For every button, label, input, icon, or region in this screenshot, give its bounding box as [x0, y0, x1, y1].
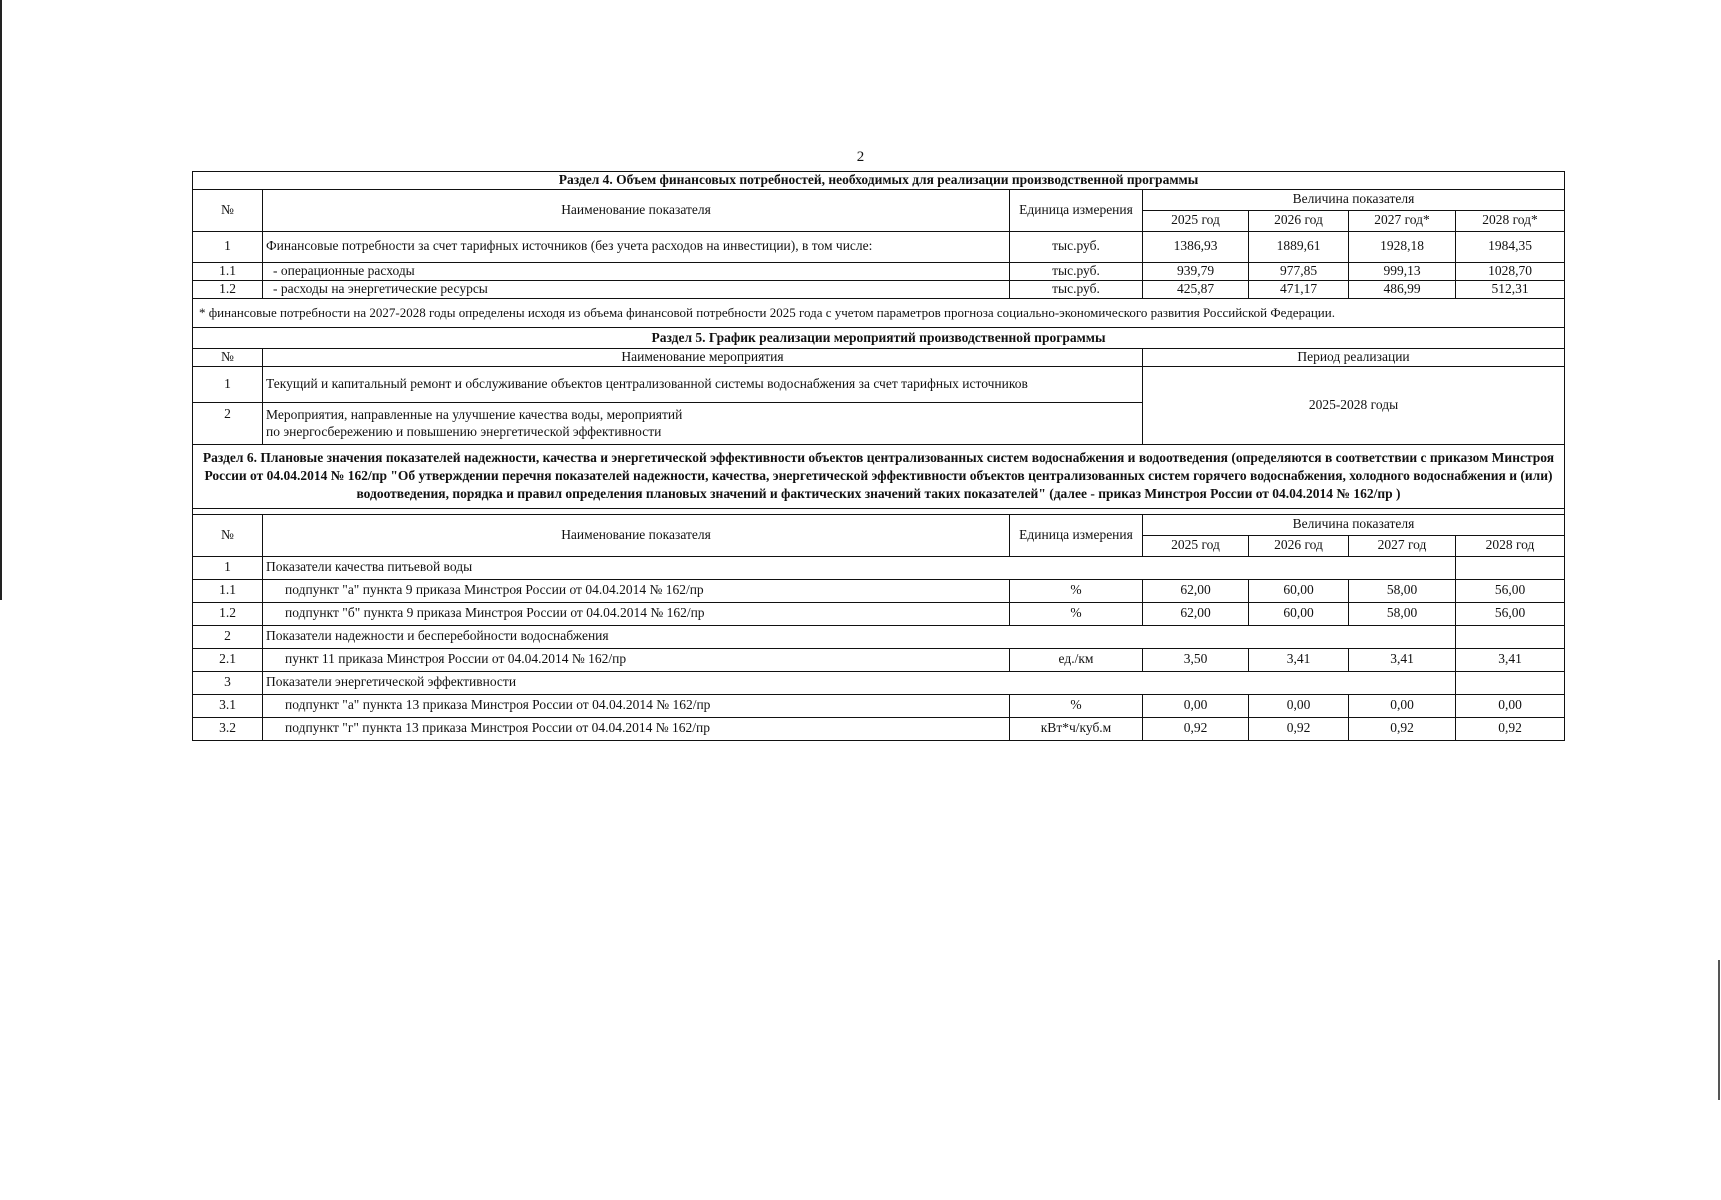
- group-row: [193, 556, 1565, 579]
- row-name-line: по энергосбережению и повышению энергетической эффективности: [266, 423, 662, 439]
- s4-year-2026: 2026 год: [1249, 210, 1349, 231]
- group-num: 2: [193, 625, 263, 648]
- row-name: Текущий и капитальный ремонт и обслуживание объектов централизованной системы водоснабжения за счет тарифных источников: [263, 367, 1143, 403]
- row-value: 0,92: [1349, 717, 1456, 740]
- scan-edge-left: [0, 0, 2, 600]
- group-name: Показатели качества питьевой воды: [263, 556, 1456, 579]
- row-name: пункт 11 приказа Минстроя России от 04.04.2014 № 162/пр: [263, 648, 1010, 671]
- s4-col-value: Величина показателя: [1143, 189, 1565, 210]
- row-unit: кВт*ч/куб.м: [1010, 717, 1143, 740]
- s6-year-2025: 2025 год: [1143, 535, 1249, 556]
- row-num: 1: [193, 367, 263, 403]
- row-value: 3,41: [1249, 648, 1349, 671]
- group-name: Показатели энергетической эффективности: [263, 671, 1456, 694]
- s4-year-2028: 2028 год*: [1456, 210, 1565, 231]
- row-value: 486,99: [1349, 280, 1456, 298]
- row-num: 1.1: [193, 579, 263, 602]
- s5-col-name: Наименование мероприятия: [263, 349, 1143, 367]
- section4-title: Раздел 4. Объем финансовых потребностей, необходимых для реализации производственной программы: [193, 172, 1565, 190]
- row-value: 58,00: [1349, 579, 1456, 602]
- row-value: 1928,18: [1349, 231, 1456, 262]
- row-unit: %: [1010, 579, 1143, 602]
- row-value: 1984,35: [1456, 231, 1565, 262]
- table-row: [193, 579, 1565, 602]
- row-name: - расходы на энергетические ресурсы: [263, 280, 1010, 298]
- scan-edge-right: [1718, 960, 1720, 1100]
- row-value: 999,13: [1349, 262, 1456, 280]
- row-value: 3,41: [1456, 648, 1565, 671]
- row-name: [263, 403, 1143, 445]
- s6-col-name: Наименование показателя: [263, 514, 1010, 556]
- row-value: 512,31: [1456, 280, 1565, 298]
- s5-period-value: 2025-2028 годы: [1143, 367, 1565, 445]
- row-num: 2: [193, 403, 263, 445]
- empty-cell: [1456, 625, 1565, 648]
- section4-footnote: * финансовые потребности на 2027-2028 годы определены исходя из объема финансовой потребности 2025 года с учетом параметров прогноза социально-экономического развития Российской Федерации.: [193, 298, 1565, 327]
- row-num: 3.1: [193, 694, 263, 717]
- row-num: 1.2: [193, 602, 263, 625]
- row-value: 1028,70: [1456, 262, 1565, 280]
- row-name: подпункт "б" пункта 9 приказа Минстроя России от 04.04.2014 № 162/пр: [263, 602, 1010, 625]
- row-value: 62,00: [1143, 602, 1249, 625]
- empty-cell: [1456, 556, 1565, 579]
- row-unit: тыс.руб.: [1010, 280, 1143, 298]
- s4-col-num: №: [193, 189, 263, 231]
- row-unit: %: [1010, 694, 1143, 717]
- row-value: 425,87: [1143, 280, 1249, 298]
- row-unit: тыс.руб.: [1010, 262, 1143, 280]
- row-name: подпункт "а" пункта 9 приказа Минстроя России от 04.04.2014 № 162/пр: [263, 579, 1010, 602]
- s6-col-num: №: [193, 514, 263, 556]
- s6-year-2028: 2028 год: [1456, 535, 1565, 556]
- row-value: 0,92: [1143, 717, 1249, 740]
- table-row: [193, 717, 1565, 740]
- s5-col-period: Период реализации: [1143, 349, 1565, 367]
- section5-title: Раздел 5. График реализации мероприятий производственной программы: [193, 328, 1565, 349]
- row-unit: %: [1010, 602, 1143, 625]
- row-name: подпункт "а" пункта 13 приказа Минстроя России от 04.04.2014 № 162/пр: [263, 694, 1010, 717]
- row-value: 56,00: [1456, 602, 1565, 625]
- row-value: 471,17: [1249, 280, 1349, 298]
- row-value: 56,00: [1456, 579, 1565, 602]
- group-num: 3: [193, 671, 263, 694]
- row-value: 0,00: [1456, 694, 1565, 717]
- s4-year-2027: 2027 год*: [1349, 210, 1456, 231]
- table-row: [193, 602, 1565, 625]
- table-row: [193, 694, 1565, 717]
- table-row: [193, 262, 1565, 280]
- row-num: 1.2: [193, 280, 263, 298]
- row-num: 3.2: [193, 717, 263, 740]
- row-value: 3,50: [1143, 648, 1249, 671]
- table-row: [193, 280, 1565, 298]
- row-value: 1386,93: [1143, 231, 1249, 262]
- row-value: 60,00: [1249, 579, 1349, 602]
- table-row: [193, 231, 1565, 262]
- row-num: 2.1: [193, 648, 263, 671]
- table-row: [193, 367, 1565, 403]
- group-num: 1: [193, 556, 263, 579]
- row-name: Финансовые потребности за счет тарифных источников (без учета расходов на инвестиции), в том числе:: [263, 231, 1010, 262]
- row-value: 939,79: [1143, 262, 1249, 280]
- s6-col-value: Величина показателя: [1143, 514, 1565, 535]
- s6-year-2027: 2027 год: [1349, 535, 1456, 556]
- program-table: [192, 171, 1565, 741]
- row-value: 0,92: [1456, 717, 1565, 740]
- section6-title: Раздел 6. Плановые значения показателей надежности, качества и энергетической эффективности объектов централизованных систем водоснабжения и водоотведения (определяются в соответствии с приказом Минстроя России от 04.04.2014 № 162/пр "Об утверждении перечня показателей надежности, качества, энергетической эффективности объектов централизованных систем горячего водоснабжения, холодного водоснабжения и (или) водоотведения, порядка и правил определения плановых значений и фактических значений таких показателей" (далее - приказ Минстроя России от 04.04.2014 № 162/пр ): [193, 445, 1565, 509]
- empty-cell: [1456, 671, 1565, 694]
- s6-year-2026: 2026 год: [1249, 535, 1349, 556]
- row-value: 0,00: [1249, 694, 1349, 717]
- row-value: 3,41: [1349, 648, 1456, 671]
- table-row: [193, 648, 1565, 671]
- row-value: 58,00: [1349, 602, 1456, 625]
- s4-col-unit: Единица измерения: [1010, 189, 1143, 231]
- row-value: 1889,61: [1249, 231, 1349, 262]
- row-value: 62,00: [1143, 579, 1249, 602]
- row-name: - операционные расходы: [263, 262, 1010, 280]
- group-row: [193, 671, 1565, 694]
- row-name: подпункт "г" пункта 13 приказа Минстроя России от 04.04.2014 № 162/пр: [263, 717, 1010, 740]
- group-row: [193, 625, 1565, 648]
- page-number: 2: [856, 149, 865, 165]
- s4-col-name: Наименование показателя: [263, 189, 1010, 231]
- row-num: 1: [193, 231, 263, 262]
- s4-year-2025: 2025 год: [1143, 210, 1249, 231]
- s6-col-unit: Единица измерения: [1010, 514, 1143, 556]
- row-num: 1.1: [193, 262, 263, 280]
- document-sheet: [192, 171, 1564, 741]
- row-unit: ед./км: [1010, 648, 1143, 671]
- group-name: Показатели надежности и бесперебойности водоснабжения: [263, 625, 1456, 648]
- row-value: 60,00: [1249, 602, 1349, 625]
- s5-col-num: №: [193, 349, 263, 367]
- row-name-line: Мероприятия, направленные на улучшение качества воды, мероприятий: [266, 406, 683, 422]
- row-value: 977,85: [1249, 262, 1349, 280]
- row-value: 0,00: [1349, 694, 1456, 717]
- row-value: 0,00: [1143, 694, 1249, 717]
- row-value: 0,92: [1249, 717, 1349, 740]
- row-unit: тыс.руб.: [1010, 231, 1143, 262]
